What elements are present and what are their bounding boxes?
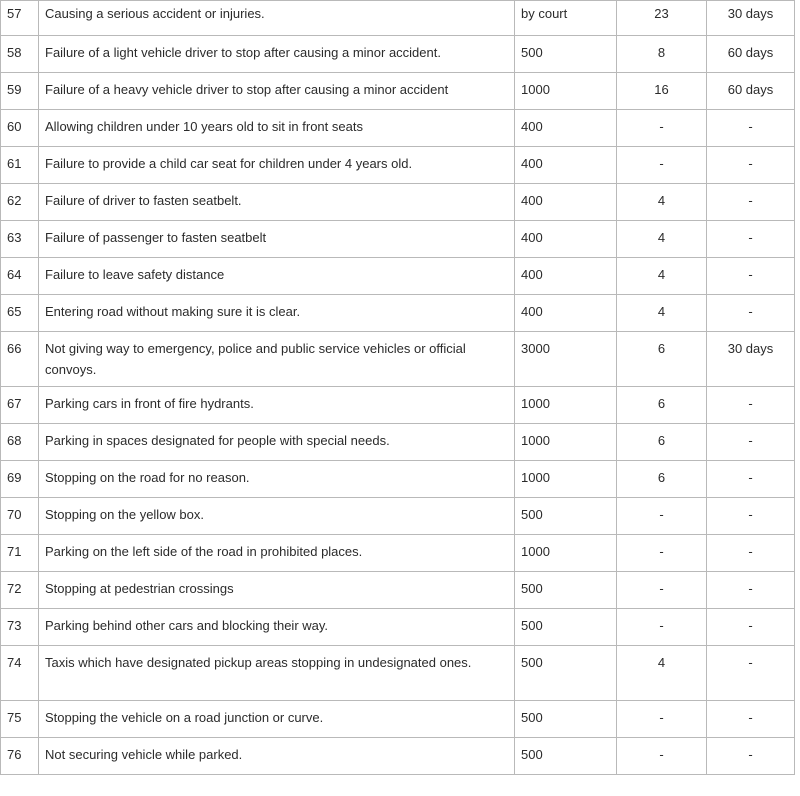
impound-days-cell: -	[707, 738, 795, 775]
black-points-cell: 4	[617, 646, 707, 701]
violation-number-cell: 76	[1, 738, 39, 775]
black-points-cell: 4	[617, 295, 707, 332]
table-row	[1, 110, 795, 147]
table-row	[1, 535, 795, 572]
violation-description-cell: Parking cars in front of fire hydrants.	[39, 387, 515, 424]
impound-days-cell: -	[707, 572, 795, 609]
fine-amount-cell: 3000	[515, 332, 617, 387]
fine-amount-cell: 1000	[515, 535, 617, 572]
fine-amount-cell: 1000	[515, 387, 617, 424]
violation-number-cell: 69	[1, 461, 39, 498]
table-row	[1, 572, 795, 609]
black-points-cell: 8	[617, 36, 707, 73]
table-row	[1, 184, 795, 221]
table-row	[1, 609, 795, 646]
impound-days-cell: -	[707, 609, 795, 646]
impound-days-cell: -	[707, 110, 795, 147]
impound-days-cell: -	[707, 295, 795, 332]
violation-number-cell: 73	[1, 609, 39, 646]
fine-amount-cell: 400	[515, 184, 617, 221]
violation-number-cell: 62	[1, 184, 39, 221]
violation-description-cell: Causing a serious accident or injuries.	[39, 1, 515, 36]
impound-days-cell: -	[707, 461, 795, 498]
black-points-cell: -	[617, 738, 707, 775]
table-body	[1, 1, 795, 775]
fine-amount-cell: 1000	[515, 461, 617, 498]
violation-description-cell: Stopping on the yellow box.	[39, 498, 515, 535]
fine-amount-cell: 400	[515, 221, 617, 258]
violation-description-cell: Failure to provide a child car seat for children under 4 years old.	[39, 147, 515, 184]
fine-amount-cell: 1000	[515, 73, 617, 110]
fine-amount-cell: 1000	[515, 424, 617, 461]
violation-number-cell: 65	[1, 295, 39, 332]
table-row	[1, 738, 795, 775]
violation-description-cell: Stopping at pedestrian crossings	[39, 572, 515, 609]
black-points-cell: 4	[617, 258, 707, 295]
violation-number-cell: 74	[1, 646, 39, 701]
fine-amount-cell: 500	[515, 609, 617, 646]
black-points-cell: -	[617, 572, 707, 609]
impound-days-cell: -	[707, 221, 795, 258]
black-points-cell: 6	[617, 461, 707, 498]
violation-description-cell: Failure of a heavy vehicle driver to stop after causing a minor accident	[39, 73, 515, 110]
violation-description-cell: Not securing vehicle while parked.	[39, 738, 515, 775]
violation-description-cell: Not giving way to emergency, police and public service vehicles or official convoys.	[39, 332, 515, 387]
table-row	[1, 147, 795, 184]
black-points-cell: -	[617, 110, 707, 147]
impound-days-cell: -	[707, 498, 795, 535]
fine-amount-cell: 500	[515, 572, 617, 609]
fine-amount-cell: 500	[515, 646, 617, 701]
table-row	[1, 332, 795, 387]
table-row	[1, 258, 795, 295]
violation-description-cell: Allowing children under 10 years old to sit in front seats	[39, 110, 515, 147]
violation-number-cell: 70	[1, 498, 39, 535]
violation-number-cell: 58	[1, 36, 39, 73]
table-row	[1, 295, 795, 332]
table-row	[1, 221, 795, 258]
violation-description-cell: Parking behind other cars and blocking their way.	[39, 609, 515, 646]
table-row	[1, 387, 795, 424]
fine-amount-cell: 400	[515, 258, 617, 295]
table-row	[1, 498, 795, 535]
black-points-cell: 23	[617, 1, 707, 36]
black-points-cell: 4	[617, 221, 707, 258]
black-points-cell: -	[617, 701, 707, 738]
table-row	[1, 646, 795, 701]
impound-days-cell: -	[707, 387, 795, 424]
black-points-cell: -	[617, 498, 707, 535]
fine-amount-cell: 500	[515, 701, 617, 738]
violation-number-cell: 59	[1, 73, 39, 110]
violation-description-cell: Stopping the vehicle on a road junction or curve.	[39, 701, 515, 738]
impound-days-cell: 30 days	[707, 332, 795, 387]
violation-description-cell: Entering road without making sure it is clear.	[39, 295, 515, 332]
table-row	[1, 424, 795, 461]
violation-description-cell: Failure of passenger to fasten seatbelt	[39, 221, 515, 258]
impound-days-cell: -	[707, 184, 795, 221]
impound-days-cell: -	[707, 424, 795, 461]
black-points-cell: 16	[617, 73, 707, 110]
violation-number-cell: 75	[1, 701, 39, 738]
violation-number-cell: 60	[1, 110, 39, 147]
fine-amount-cell: 500	[515, 498, 617, 535]
impound-days-cell: -	[707, 258, 795, 295]
violation-number-cell: 71	[1, 535, 39, 572]
table-row	[1, 36, 795, 73]
violation-number-cell: 66	[1, 332, 39, 387]
black-points-cell: -	[617, 535, 707, 572]
fine-amount-cell: 400	[515, 147, 617, 184]
table-row	[1, 73, 795, 110]
fine-amount-cell: 500	[515, 738, 617, 775]
impound-days-cell: -	[707, 147, 795, 184]
violation-description-cell: Parking on the left side of the road in prohibited places.	[39, 535, 515, 572]
fine-amount-cell: 400	[515, 295, 617, 332]
violation-description-cell: Failure to leave safety distance	[39, 258, 515, 295]
violation-number-cell: 64	[1, 258, 39, 295]
impound-days-cell: -	[707, 646, 795, 701]
violation-description-cell: Parking in spaces designated for people with special needs.	[39, 424, 515, 461]
violation-number-cell: 57	[1, 1, 39, 36]
violation-number-cell: 68	[1, 424, 39, 461]
impound-days-cell: 60 days	[707, 36, 795, 73]
violation-number-cell: 67	[1, 387, 39, 424]
table-row	[1, 1, 795, 36]
black-points-cell: 6	[617, 424, 707, 461]
violation-description-cell: Taxis which have designated pickup areas stopping in undesignated ones.	[39, 646, 515, 701]
fine-amount-cell: 500	[515, 36, 617, 73]
fine-amount-cell: by court	[515, 1, 617, 36]
impound-days-cell: -	[707, 701, 795, 738]
violation-description-cell: Failure of a light vehicle driver to stop after causing a minor accident.	[39, 36, 515, 73]
table-row	[1, 461, 795, 498]
black-points-cell: 6	[617, 332, 707, 387]
violation-number-cell: 63	[1, 221, 39, 258]
violation-description-cell: Stopping on the road for no reason.	[39, 461, 515, 498]
impound-days-cell: 60 days	[707, 73, 795, 110]
violation-number-cell: 61	[1, 147, 39, 184]
table-row	[1, 701, 795, 738]
black-points-cell: -	[617, 609, 707, 646]
black-points-cell: 6	[617, 387, 707, 424]
impound-days-cell: -	[707, 535, 795, 572]
fine-amount-cell: 400	[515, 110, 617, 147]
violation-number-cell: 72	[1, 572, 39, 609]
black-points-cell: 4	[617, 184, 707, 221]
black-points-cell: -	[617, 147, 707, 184]
violation-description-cell: Failure of driver to fasten seatbelt.	[39, 184, 515, 221]
impound-days-cell: 30 days	[707, 1, 795, 36]
